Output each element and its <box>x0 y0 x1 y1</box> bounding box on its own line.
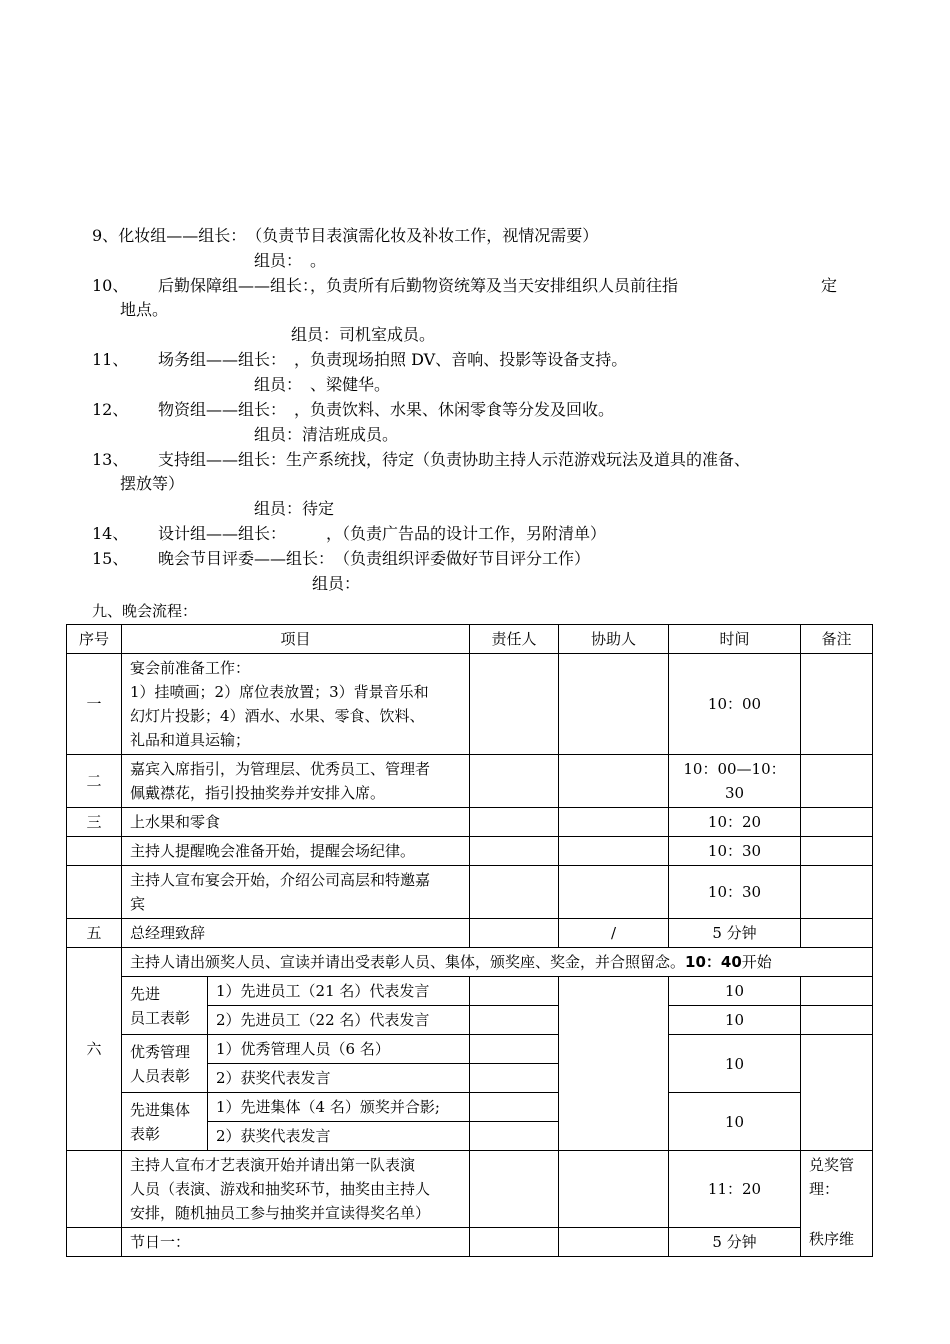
group-13-members: 组员：待定 <box>254 499 335 518</box>
assistant-cell <box>559 1151 669 1228</box>
row-item: 节日一： <box>122 1228 470 1257</box>
item-line: 宴会前准备工作： <box>130 659 251 677</box>
note-cell <box>801 654 873 755</box>
group-9-line <box>92 225 598 247</box>
table-row <box>67 948 873 977</box>
row-item <box>122 654 470 755</box>
section-title: 九、晚会流程： <box>92 602 198 620</box>
group-15-text: 晚会节目评委——组长： （负责组织评委做好节目评分工作） <box>158 549 591 568</box>
group-10-number: 10、 <box>92 276 129 295</box>
responsible-cell <box>470 1151 559 1228</box>
award-item: 2）获奖代表发言 <box>208 1122 470 1151</box>
responsible-cell <box>470 866 559 919</box>
group-15-members: 组员： <box>312 574 361 593</box>
responsible-cell <box>470 1228 559 1257</box>
group-14-number: 14、 <box>92 524 129 543</box>
responsible-cell <box>470 1064 559 1093</box>
header-cell: 责任人 <box>470 625 559 654</box>
note-line: 兑奖管 <box>809 1156 855 1174</box>
row-time: 10：30 <box>669 837 801 866</box>
award-category <box>122 977 208 1035</box>
row-time: 5 分钟 <box>669 1228 801 1257</box>
note-cell <box>801 837 873 866</box>
responsible-cell <box>470 837 559 866</box>
award-item: 1）先进员工（21 名）代表发言 <box>208 977 470 1006</box>
row-number: 一 <box>67 654 122 755</box>
header-cell: 备注 <box>801 625 873 654</box>
responsible-cell <box>470 977 559 1006</box>
table-row <box>67 977 873 1006</box>
note-cell <box>801 808 873 837</box>
note-cell <box>801 977 873 1006</box>
row-number <box>67 1228 122 1257</box>
table-row <box>67 919 873 948</box>
note-cell <box>801 1151 873 1257</box>
item-line: 主持人宣布宴会开始，介绍公司高层和特邀嘉 <box>130 871 431 889</box>
item-line: 礼品和道具运输； <box>130 731 251 749</box>
assistant-cell <box>559 755 669 808</box>
group-13-text: 支持组——组长：生产系统找，待定（负责协助主持人示范游戏玩法及道具的准备、 <box>158 450 751 469</box>
assistant-cell <box>559 837 669 866</box>
award-time: 10 <box>669 1006 801 1035</box>
table-row <box>67 755 873 808</box>
table-row <box>67 1093 873 1122</box>
group-12-text: 物资组——组长： ，负责饮料、水果、休闲零食等分发及回收。 <box>158 400 615 419</box>
item-line: 安排，随机抽员工参与抽奖并宣读得奖名单） <box>130 1204 431 1222</box>
responsible-cell <box>470 1122 559 1151</box>
assistant-cell <box>559 1228 669 1257</box>
group-12-members: 组员：清洁班成员。 <box>254 425 399 444</box>
group-11-number: 11、 <box>92 350 129 369</box>
group-10-tail: 定 <box>821 276 838 295</box>
row-number <box>67 1151 122 1228</box>
award-intro-time: 10：40 <box>685 953 742 971</box>
group-11-members: 组员： 、梁健华。 <box>254 375 391 394</box>
item-line: 主持人宣布才艺表演开始并请出第一队表演 <box>130 1156 416 1174</box>
award-item: 1）先进集体（4 名）颁奖并合影; <box>208 1093 470 1122</box>
group-14-text: 设计组——组长： ，（负责广告品的设计工作，另附清单） <box>158 524 607 543</box>
award-intro <box>122 948 873 977</box>
responsible-cell <box>470 919 559 948</box>
table-row <box>67 654 873 755</box>
group-text: 化妆组——组长： （负责节目表演需化妆及补妆工作，视情况需要） <box>118 226 599 245</box>
category-line: 先进 <box>130 984 161 1003</box>
group-9-members: 组员： 。 <box>254 251 327 270</box>
award-time: 10 <box>669 1035 801 1093</box>
row-time: 10：00—10：30 <box>669 755 801 808</box>
group-10-continuation: 地点。 <box>120 300 169 319</box>
row-time: 5 分钟 <box>669 919 801 948</box>
table-row <box>67 1035 873 1064</box>
group-12-number: 12、 <box>92 400 129 419</box>
header-cell: 序号 <box>67 625 122 654</box>
item-line: 人员（表演、游戏和抽奖环节，抽奖由主持人 <box>130 1180 431 1198</box>
award-item: 2）获奖代表发言 <box>208 1064 470 1093</box>
row-item <box>122 866 470 919</box>
responsible-cell <box>470 1093 559 1122</box>
row-number <box>67 837 122 866</box>
note-line: 秩序维 <box>809 1230 855 1248</box>
note-cell <box>801 1006 873 1035</box>
row-time: 10：20 <box>669 808 801 837</box>
item-line: 宾 <box>130 895 146 913</box>
row-item <box>122 755 470 808</box>
award-intro-text: 主持人请出颁奖人员、宣读并请出受表彰人员、集体，颁奖座、奖金，并合照留念。 <box>130 953 686 971</box>
assistant-cell <box>559 977 669 1151</box>
note-cell <box>801 919 873 948</box>
group-10-members: 组员：司机室成员。 <box>291 325 436 344</box>
item-line: 1）挂喷画；2）席位表放置；3）背景音乐和 <box>130 683 429 701</box>
responsible-cell <box>470 1035 559 1064</box>
row-item: 上水果和零食 <box>122 808 470 837</box>
header-cell: 协助人 <box>559 625 669 654</box>
responsible-cell <box>470 755 559 808</box>
note-line: 理： <box>809 1180 840 1198</box>
award-item: 2）先进员工（22 名）代表发言 <box>208 1006 470 1035</box>
row-number: 六 <box>67 948 122 1151</box>
row-item: 总经理致辞 <box>122 919 470 948</box>
row-time: 10：00 <box>669 654 801 755</box>
row-item <box>122 1151 470 1228</box>
table-row <box>67 837 873 866</box>
assistant-cell <box>559 654 669 755</box>
note-cell <box>801 866 873 919</box>
item-line: 嘉宾入席指引，为管理层、优秀员工、管理者 <box>130 760 431 778</box>
row-number: 五 <box>67 919 122 948</box>
group-13-number: 13、 <box>92 450 129 469</box>
category-line: 优秀管理 <box>130 1042 191 1061</box>
table-row <box>67 866 873 919</box>
table-row <box>67 1151 873 1228</box>
row-item: 主持人提醒晚会准备开始，提醒会场纪律。 <box>122 837 470 866</box>
award-intro-suffix: 开始 <box>741 953 772 971</box>
award-category <box>122 1093 208 1151</box>
note-cell <box>801 1035 873 1151</box>
award-item: 1）优秀管理人员（6 名） <box>208 1035 470 1064</box>
group-number: 9、 <box>92 226 119 245</box>
header-cell: 时间 <box>669 625 801 654</box>
category-line: 人员表彰 <box>130 1066 191 1085</box>
group-15-number: 15、 <box>92 549 129 568</box>
row-time: 11：20 <box>669 1151 801 1228</box>
group-13-continuation: 摆放等） <box>120 474 185 493</box>
award-category <box>122 1035 208 1093</box>
item-line: 佩戴襟花，指引投抽奖券并安排入席。 <box>130 784 386 802</box>
note-cell <box>801 755 873 808</box>
row-number: 二 <box>67 755 122 808</box>
assistant-cell: / <box>559 919 669 948</box>
table-row <box>67 1228 873 1257</box>
category-line: 员工表彰 <box>130 1008 191 1027</box>
table-row <box>67 808 873 837</box>
header-cell: 项目 <box>122 625 470 654</box>
table-header-row <box>67 625 873 654</box>
assistant-cell <box>559 866 669 919</box>
responsible-cell <box>470 1006 559 1035</box>
row-number <box>67 866 122 919</box>
assistant-cell <box>559 808 669 837</box>
award-time: 10 <box>669 1093 801 1151</box>
category-line: 表彰 <box>130 1124 161 1143</box>
group-10-text: 后勤保障组——组长：，负责所有后勤物资统筹及当天安排组织人员前往指 <box>158 276 679 295</box>
responsible-cell <box>470 808 559 837</box>
group-11-text: 场务组——组长： ，负责现场拍照 DV、音响、投影等设备支持。 <box>158 350 628 369</box>
row-time: 10：30 <box>669 866 801 919</box>
category-line: 先进集体 <box>130 1100 191 1119</box>
award-time: 10 <box>669 977 801 1006</box>
item-line: 幻灯片投影；4）酒水、水果、零食、饮料、 <box>130 707 425 725</box>
responsible-cell <box>470 654 559 755</box>
row-number: 三 <box>67 808 122 837</box>
flow-table <box>66 624 873 1257</box>
